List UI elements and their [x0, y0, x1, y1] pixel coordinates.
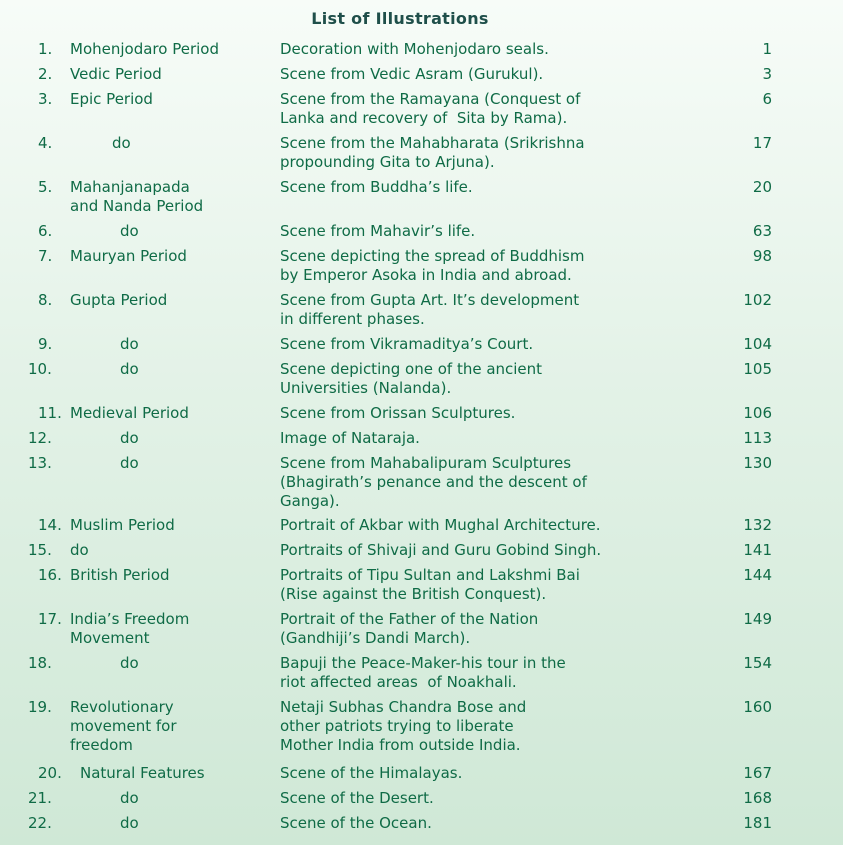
list-item — [0, 222, 843, 241]
list-item — [0, 516, 843, 535]
list-item — [0, 134, 843, 172]
illustration-description: Scene of the Ocean. — [280, 814, 432, 832]
item-number: 11. — [38, 404, 62, 422]
page-number: 102 — [743, 291, 772, 309]
list-item — [0, 291, 843, 329]
illustration-description: Scene from the Ramayana (Conquest of Lanka and recovery of Sita by Rama). — [280, 90, 581, 127]
illustration-description: Scene from Orissan Sculptures. — [280, 404, 516, 422]
item-number: 20. — [38, 764, 62, 782]
period-name: India’s Freedom Movement — [70, 610, 190, 647]
page-number: 3 — [762, 65, 772, 83]
item-number: 12. — [28, 429, 52, 447]
list-item — [0, 454, 843, 511]
item-number: 2. — [38, 65, 53, 83]
illustration-description: Bapuji the Peace-Maker-his tour in the riot affected areas of Noakhali. — [280, 654, 566, 691]
illustration-description: Portrait of Akbar with Mughal Architecture. — [280, 516, 601, 534]
page-number: 17 — [752, 134, 772, 152]
page-number: 168 — [743, 789, 772, 807]
list-item — [0, 566, 843, 604]
page-number: 20 — [752, 178, 772, 196]
illustration-description: Scene from the Mahabharata (Srikrishna propounding Gita to Arjuna). — [280, 134, 585, 171]
item-number: 8. — [38, 291, 53, 309]
period-name: do — [120, 429, 139, 447]
illustration-description: Scene depicting one of the ancient Universities (Nalanda). — [280, 360, 543, 397]
page-number: 1 — [762, 40, 772, 58]
item-number: 10. — [28, 360, 52, 378]
list-item — [0, 65, 843, 84]
item-number: 14. — [38, 516, 62, 534]
page-number: 130 — [743, 454, 772, 472]
period-name: Mauryan Period — [70, 247, 187, 265]
illustration-description: Scene of the Desert. — [280, 789, 434, 807]
page-number: 63 — [752, 222, 772, 240]
period-name: Epic Period — [70, 90, 153, 108]
item-number: 13. — [28, 454, 52, 472]
page-number: 113 — [743, 429, 772, 447]
list-item — [0, 429, 843, 448]
page-number: 181 — [743, 814, 772, 832]
item-number: 21. — [28, 789, 52, 807]
page-number: 104 — [743, 335, 772, 353]
item-number: 16. — [38, 566, 62, 584]
period-name: Vedic Period — [70, 65, 162, 83]
list-item — [0, 90, 843, 128]
page-number: 167 — [743, 764, 772, 782]
list-item — [0, 247, 843, 285]
page-number: 106 — [743, 404, 772, 422]
period-name: do — [120, 454, 139, 472]
illustration-description: Scene from Mahabalipuram Sculptures (Bhagirath’s penance and the descent of Ganga). — [280, 454, 587, 510]
illustration-description: Portraits of Shivaji and Guru Gobind Singh. — [280, 541, 602, 559]
period-name: Gupta Period — [70, 291, 168, 309]
illustration-description: Scene from Gupta Art. It’s development in different phases. — [280, 291, 580, 328]
period-name: Mahanjanapada and Nanda Period — [70, 178, 204, 215]
illustration-description: Image of Nataraja. — [280, 429, 420, 447]
list-item — [0, 764, 843, 783]
list-item — [0, 404, 843, 423]
page-number: 160 — [743, 698, 772, 716]
illustration-description: Scene of the Himalayas. — [280, 764, 463, 782]
page-number: 154 — [743, 654, 772, 672]
illustration-description: Scene from Vedic Asram (Gurukul). — [280, 65, 544, 83]
item-number: 4. — [38, 134, 53, 152]
item-number: 3. — [38, 90, 53, 108]
item-number: 15. — [28, 541, 52, 559]
page-title: List of Illustrations — [311, 9, 489, 28]
illustration-description: Portrait of the Father of the Nation (Gandhiji’s Dandi March). — [280, 610, 539, 647]
page-number: 132 — [743, 516, 772, 534]
period-name: do — [120, 222, 139, 240]
list-item — [0, 178, 843, 216]
page-number: 98 — [752, 247, 772, 265]
illustration-description: Scene from Mahavir’s life. — [280, 222, 476, 240]
list-item — [0, 789, 843, 808]
period-name: Natural Features — [80, 764, 205, 782]
illustration-description: Netaji Subhas Chandra Bose and other patriots trying to liberate Mother India from outside India. — [280, 698, 527, 754]
period-name: do — [70, 541, 89, 559]
page-number: 6 — [762, 90, 772, 108]
item-number: 19. — [28, 698, 52, 716]
page-number: 144 — [743, 566, 772, 584]
page-number: 149 — [743, 610, 772, 628]
item-number: 1. — [38, 40, 53, 58]
period-name: do — [120, 360, 139, 378]
period-name: do — [120, 654, 139, 672]
list-item — [0, 814, 843, 833]
item-number: 17. — [38, 610, 62, 628]
period-name: Medieval Period — [70, 404, 189, 422]
illustration-description: Scene depicting the spread of Buddhism by Emperor Asoka in India and abroad. — [280, 247, 585, 284]
page-number: 105 — [743, 360, 772, 378]
page-number: 141 — [743, 541, 772, 559]
list-item — [0, 335, 843, 354]
list-item — [0, 610, 843, 648]
list-item — [0, 698, 843, 755]
list-item — [0, 40, 843, 59]
illustration-description: Portraits of Tipu Sultan and Lakshmi Bai (Rise against the British Conquest). — [280, 566, 580, 603]
period-name: do — [120, 789, 139, 807]
period-name: Revolutionary movement for freedom — [70, 698, 177, 754]
period-name: Mohenjodaro Period — [70, 40, 219, 58]
item-number: 18. — [28, 654, 52, 672]
period-name: do — [112, 134, 131, 152]
item-number: 5. — [38, 178, 53, 196]
item-number: 6. — [38, 222, 53, 240]
item-number: 9. — [38, 335, 53, 353]
list-item — [0, 654, 843, 692]
period-name: Muslim Period — [70, 516, 175, 534]
item-number: 22. — [28, 814, 52, 832]
illustration-description: Decoration with Mohenjodaro seals. — [280, 40, 549, 58]
period-name: do — [120, 335, 139, 353]
period-name: do — [120, 814, 139, 832]
list-item — [0, 541, 843, 560]
period-name: British Period — [70, 566, 170, 584]
list-item — [0, 360, 843, 398]
illustration-description: Scene from Vikramaditya’s Court. — [280, 335, 534, 353]
illustration-description: Scene from Buddha’s life. — [280, 178, 473, 196]
item-number: 7. — [38, 247, 53, 265]
